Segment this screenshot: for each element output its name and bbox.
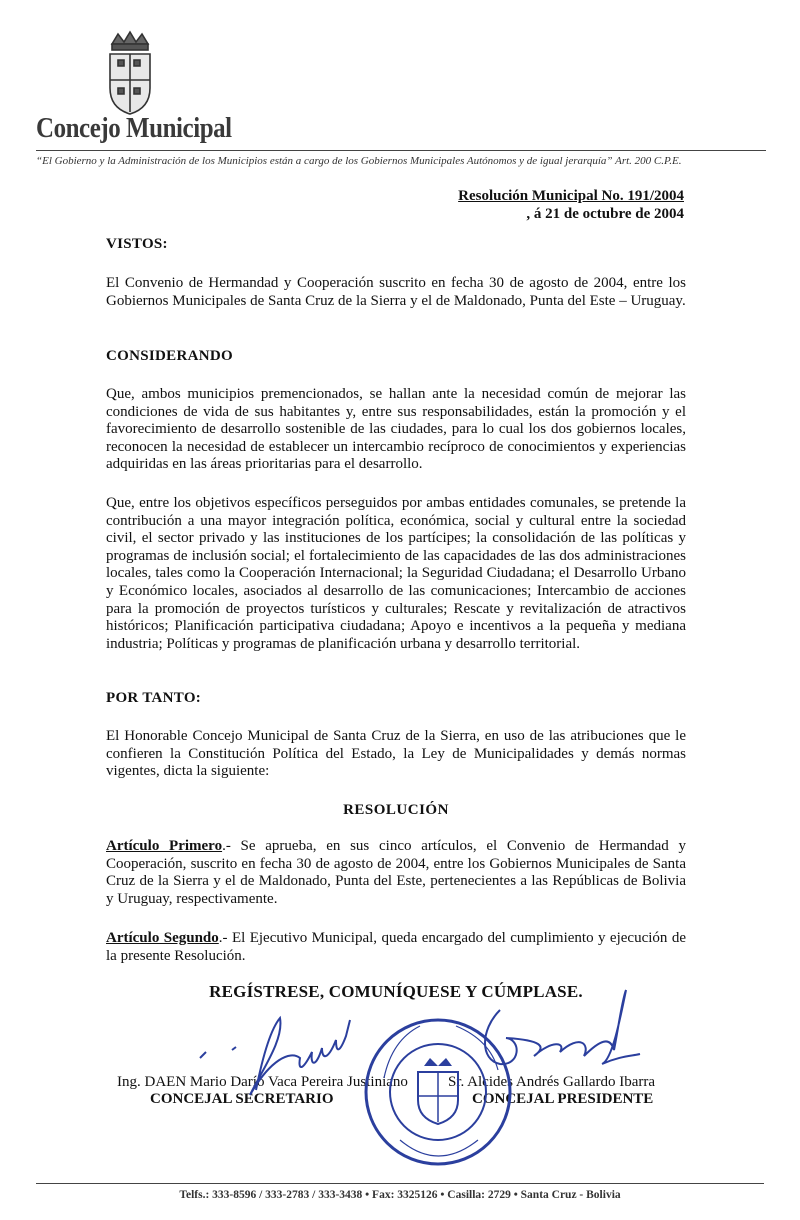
- header-divider: [36, 150, 766, 151]
- portanto-heading: POR TANTO:: [106, 690, 202, 706]
- resolution-date: , á 21 de octubre de 2004: [526, 206, 684, 222]
- portanto-text: El Honorable Concejo Municipal de Santa Cruz de la Sierra, en uso de las atribuciones que le confieren la Constitución Política del Estado, la Ley de Municipalidades y demás normas vigentes, dicta la siguiente:: [106, 728, 686, 780]
- article-second: [106, 930, 686, 965]
- resolucion-heading: RESOLUCIÓN: [343, 802, 449, 818]
- right-signatory-name: Sr. Alcides Andrés Gallardo Ibarra: [448, 1074, 656, 1090]
- article-first-title: Artículo Primero: [106, 838, 223, 854]
- footer-contact: Telfs.: 333-8596 / 333-2783 / 333-3438 • Fax: 3325126 • Casilla: 2729 • Santa Cruz - Bolivia: [179, 1189, 621, 1201]
- resolution-number: Resolución Municipal No. 191/2004: [458, 188, 684, 204]
- article-first-text: .- Se aprueba, en sus cinco artículos, el Convenio de Hermandad y Cooperación, suscrito en fecha 30 de agosto de 2004, entre los Gobiernos Municipales de Santa Cruz de la Sierra y el de Maldonado, Punta del Este, pertenecientes a las Repúblicas de Bolivia y Uruguay, respectivamente.: [106, 838, 686, 907]
- municipal-crest-logo: [104, 30, 156, 118]
- considerando-paragraph-1: Que, ambos municipios premencionados, se hallan ante la necesidad común de mejorar las condiciones de vida de sus habitantes y, entre sus responsabilidades, están la promoción y el favorecimiento de desarrollo sostenible de las ciudades, para lo cual los dos gobiernos locales, reconocen la necesidad de establecer un intercambio recíproco de conocimientos y experiencias adquiridas en las áreas prioritarias para el desarrollo.: [106, 386, 686, 473]
- considerando-paragraph-2: Que, entre los objetivos específicos perseguidos por ambas entidades comunales, se pretende la contribución a una mayor integración política, económica, social y cultural entre la sociedad civil, el sector privado y las instituciones de los partícipes; la consolidación de las políticas y programas de inclusión social; el fortalecimiento de las capacidades de las dos administraciones locales, tales como la Cooperación Internacional; la Seguridad Ciudadana; el Desarrollo Urbano y Económico locales, asociados al desarrollo de las comunicaciones; Intercambio de acciones para la promoción de proyectos turísticos y culturales; Rescate y revitalización de atractivos históricos; Planificación participativa ciudadana; Apoyo e incentivos a la pequeña y mediana industria; Políticas y programas de planificación urbana y desarrollo territorial.: [106, 495, 686, 652]
- considerando-heading: CONSIDERANDO: [106, 348, 233, 364]
- left-signatory-name: Ing. DAEN Mario Darío Vaca Pereira Justiniano: [117, 1074, 408, 1090]
- footer-divider: [36, 1183, 764, 1184]
- header-tagline: “El Gobierno y la Administración de los Municipios están a cargo de los Gobiernos Municipales Autónomos y de igual jerarquía” Art. 200 C.P.E.: [36, 155, 682, 167]
- brand-title: Concejo Municipal: [36, 112, 232, 144]
- left-signatory-title: CONCEJAL SECRETARIO: [150, 1091, 334, 1107]
- vistos-heading: VISTOS:: [106, 236, 168, 252]
- article-second-text: .- El Ejecutivo Municipal, queda encargado del cumplimiento y ejecución de la presente Resolución.: [106, 930, 686, 964]
- article-first: [106, 838, 686, 908]
- article-second-title: Artículo Segundo: [106, 930, 219, 946]
- closing-statement: REGÍSTRESE, COMUNÍQUESE Y CÚMPLASE.: [209, 982, 583, 1001]
- right-signatory-title: CONCEJAL PRESIDENTE: [472, 1091, 654, 1107]
- vistos-text: El Convenio de Hermandad y Cooperación suscrito en fecha 30 de agosto de 2004, entre los Gobiernos Municipales de Santa Cruz de la Sierra y el de Maldonado, Punta del Este – Uruguay.: [106, 275, 686, 309]
